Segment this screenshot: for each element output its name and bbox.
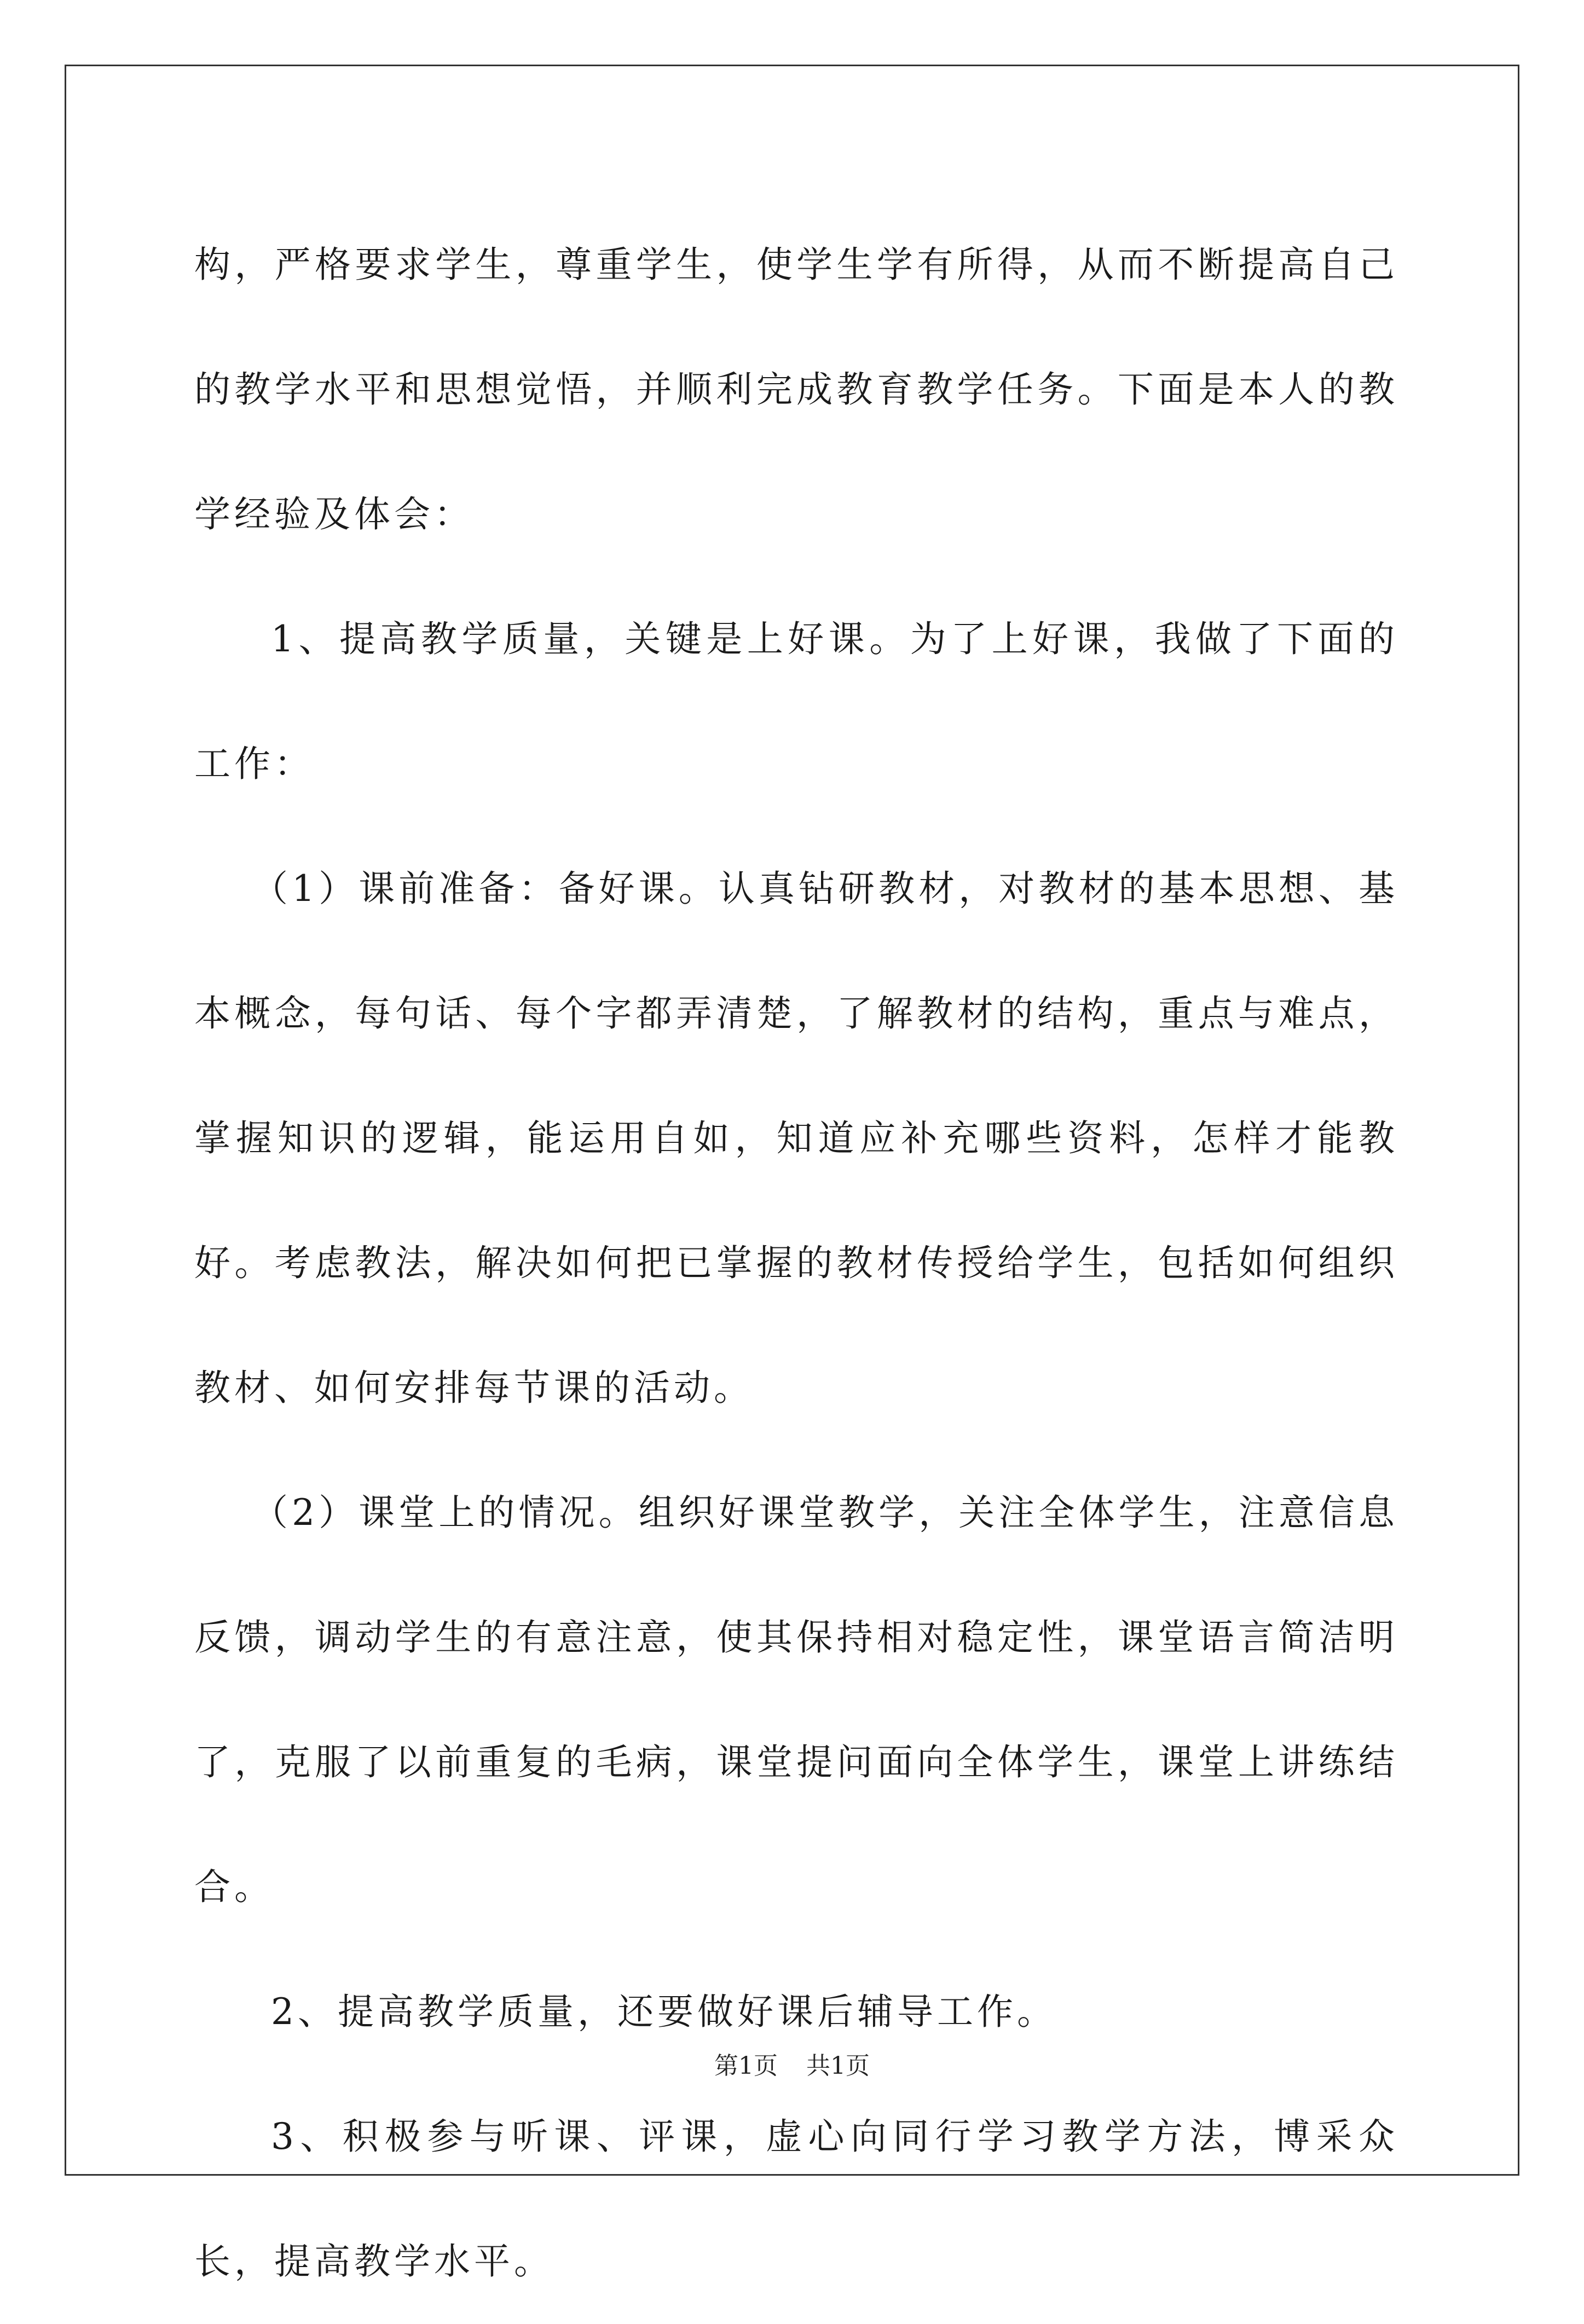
paragraph-subitem-2: （2）课堂上的情况。组织好课堂教学，关注全体学生，注意信息反馈，调动学生的有意注意，使其保持相对稳定性，课堂语言简洁明了，克服了以前重复的毛病，课堂提问面向全体学生，课堂上讲练结合。 bbox=[194, 1491, 1398, 1908]
page-footer bbox=[0, 2050, 1584, 2083]
paragraph-item-2: 2、提高教学质量，还要做好课后辅导工作。 bbox=[271, 1991, 1057, 2033]
paragraph-subitem-1: （1）课前准备：备好课。认真钻研教材，对教材的基本思想、基本概念，每句话、每个字都弄清楚，了解教材的结构，重点与难点，掌握知识的逻辑，能运用自如，知道应补充哪些资料，怎样才能教好。考虑教法，解决如何把已掌握的教材传授给学生，包括如何组织教材、如何安排每节课的活动。 bbox=[194, 868, 1398, 1409]
document-body bbox=[194, 203, 1398, 2324]
page-number: 第1页 bbox=[714, 2052, 778, 2080]
page-total: 共1页 bbox=[806, 2052, 870, 2080]
paragraph-item-1: 1、提高教学质量，关键是上好课。为了上好课，我做了下面的工作： bbox=[194, 618, 1398, 785]
paragraph-item-3: 3、积极参与听课、评课，虚心向同行学习教学方法，博采众长，提高教学水平。 bbox=[194, 2115, 1398, 2282]
paragraph-continuation: 构，严格要求学生，尊重学生，使学生学有所得，从而不断提高自己的教学水平和思想觉悟，并顺利完成教育教学任务。下面是本人的教学经验及体会： bbox=[194, 244, 1398, 535]
